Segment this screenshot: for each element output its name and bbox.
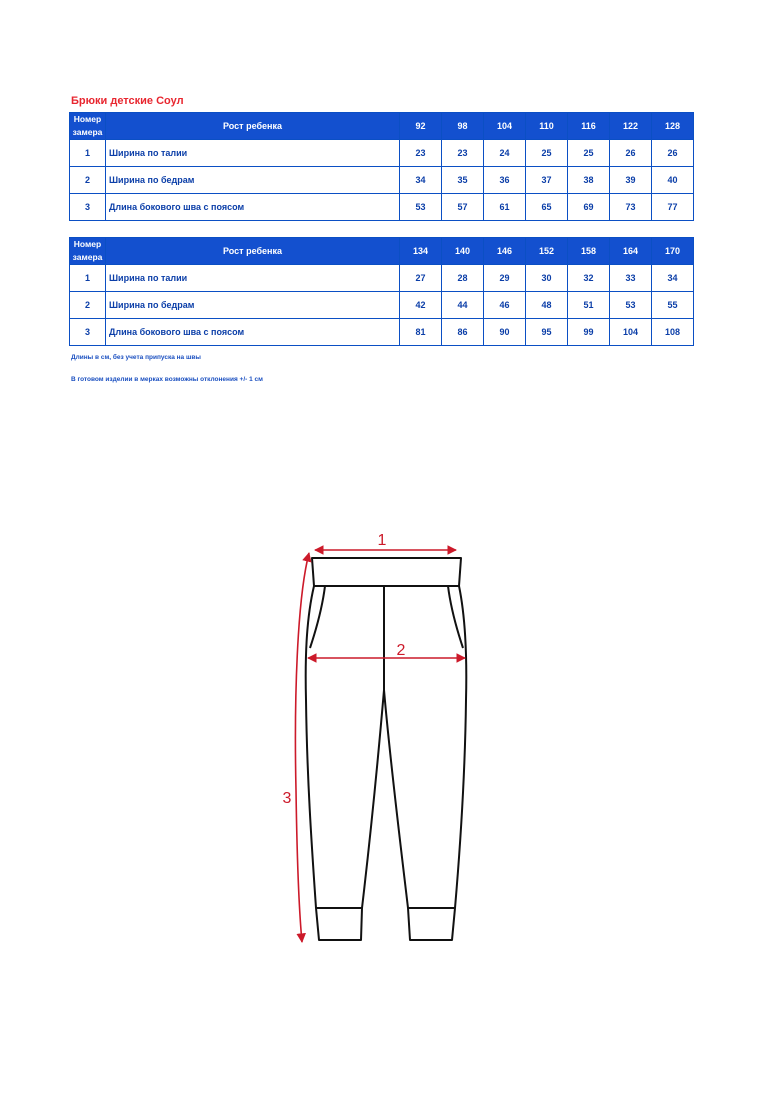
value-cell: 28 xyxy=(442,265,484,292)
measure-number: 3 xyxy=(70,319,106,346)
value-cell: 69 xyxy=(568,194,610,221)
value-cell: 95 xyxy=(526,319,568,346)
value-cell: 38 xyxy=(568,167,610,194)
value-cell: 40 xyxy=(652,167,694,194)
value-cell: 57 xyxy=(442,194,484,221)
size-cell: 92 xyxy=(400,113,442,140)
header-measure-number: Номер замера xyxy=(70,113,106,140)
value-cell: 32 xyxy=(568,265,610,292)
size-cell: 140 xyxy=(442,238,484,265)
value-cell: 55 xyxy=(652,292,694,319)
measure-number: 1 xyxy=(70,140,106,167)
size-cell: 134 xyxy=(400,238,442,265)
value-cell: 90 xyxy=(484,319,526,346)
value-cell: 73 xyxy=(610,194,652,221)
measure-name: Длина бокового шва с поясом xyxy=(106,319,400,346)
value-cell: 23 xyxy=(442,140,484,167)
header-height-label: Рост ребенка xyxy=(106,238,400,265)
value-cell: 36 xyxy=(484,167,526,194)
label-3: 3 xyxy=(282,790,292,807)
note-tolerance: В готовом изделии в мерках возможны отклонения +/- 1 см xyxy=(71,376,263,383)
value-cell: 39 xyxy=(610,167,652,194)
value-cell: 25 xyxy=(568,140,610,167)
value-cell: 42 xyxy=(400,292,442,319)
note-units: Длины в см, без учета припуска на швы xyxy=(71,354,201,361)
measure-name: Ширина по бедрам xyxy=(106,292,400,319)
value-cell: 30 xyxy=(526,265,568,292)
size-cell: 116 xyxy=(568,113,610,140)
value-cell: 77 xyxy=(652,194,694,221)
size-cell: 158 xyxy=(568,238,610,265)
measure-name: Ширина по бедрам xyxy=(106,167,400,194)
value-cell: 104 xyxy=(610,319,652,346)
size-cell: 98 xyxy=(442,113,484,140)
value-cell: 29 xyxy=(484,265,526,292)
size-cell: 170 xyxy=(652,238,694,265)
measure-number: 2 xyxy=(70,292,106,319)
size-cell: 128 xyxy=(652,113,694,140)
page-title: Брюки детские Соул xyxy=(71,95,184,107)
value-cell: 37 xyxy=(526,167,568,194)
value-cell: 24 xyxy=(484,140,526,167)
value-cell: 81 xyxy=(400,319,442,346)
size-cell: 164 xyxy=(610,238,652,265)
measure-name: Длина бокового шва с поясом xyxy=(106,194,400,221)
value-cell: 27 xyxy=(400,265,442,292)
value-cell: 48 xyxy=(526,292,568,319)
value-cell: 53 xyxy=(400,194,442,221)
measure-number: 1 xyxy=(70,265,106,292)
value-cell: 61 xyxy=(484,194,526,221)
value-cell: 53 xyxy=(610,292,652,319)
header-measure-number: Номер замера xyxy=(70,238,106,265)
value-cell: 33 xyxy=(610,265,652,292)
size-cell: 110 xyxy=(526,113,568,140)
size-cell: 104 xyxy=(484,113,526,140)
size-cell: 122 xyxy=(610,113,652,140)
measure-name: Ширина по талии xyxy=(106,265,400,292)
measure-name: Ширина по талии xyxy=(106,140,400,167)
value-cell: 99 xyxy=(568,319,610,346)
label-2: 2 xyxy=(396,642,406,659)
value-cell: 44 xyxy=(442,292,484,319)
value-cell: 51 xyxy=(568,292,610,319)
size-cell: 152 xyxy=(526,238,568,265)
value-cell: 34 xyxy=(400,167,442,194)
value-cell: 34 xyxy=(652,265,694,292)
value-cell: 65 xyxy=(526,194,568,221)
value-cell: 35 xyxy=(442,167,484,194)
value-cell: 86 xyxy=(442,319,484,346)
value-cell: 26 xyxy=(610,140,652,167)
pants-outline xyxy=(306,558,467,940)
value-cell: 26 xyxy=(652,140,694,167)
measure-number: 2 xyxy=(70,167,106,194)
label-1: 1 xyxy=(377,532,387,549)
header-height-label: Рост ребенка xyxy=(106,113,400,140)
value-cell: 46 xyxy=(484,292,526,319)
measure-number: 3 xyxy=(70,194,106,221)
size-cell: 146 xyxy=(484,238,526,265)
value-cell: 23 xyxy=(400,140,442,167)
value-cell: 108 xyxy=(652,319,694,346)
value-cell: 25 xyxy=(526,140,568,167)
